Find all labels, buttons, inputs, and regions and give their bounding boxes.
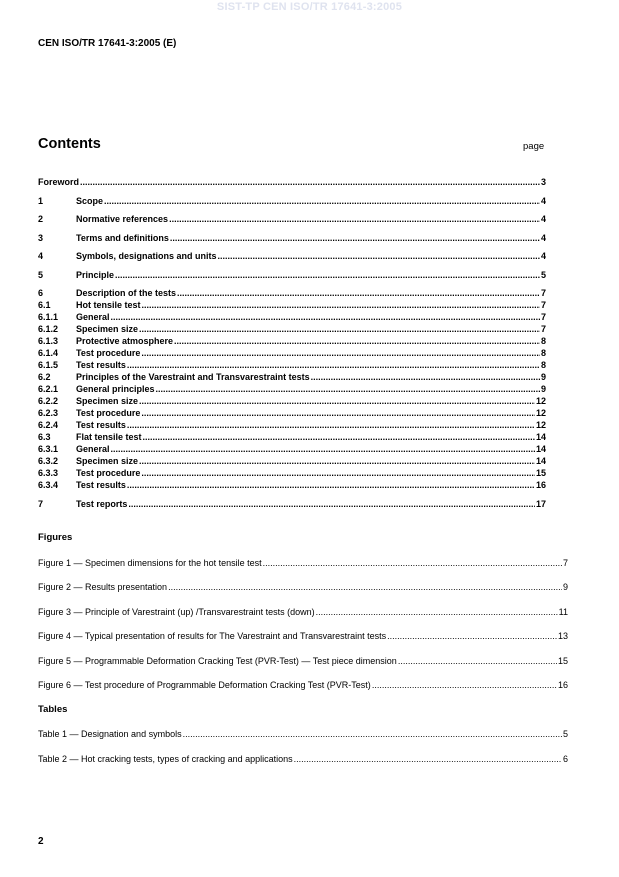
figure-page: 16 [557, 680, 568, 690]
toc-entry[interactable] [38, 195, 546, 207]
leader-dots [111, 311, 540, 323]
toc-page: 9 [540, 372, 546, 382]
figure-title: Figure 5 — Programmable Deformation Cracking Test (PVR-Test) — Test piece dimension [38, 656, 397, 666]
figure-entry[interactable] [38, 679, 568, 691]
toc-entry[interactable] [38, 407, 546, 419]
toc-number: 6.2 [38, 372, 51, 382]
leader-dots [115, 269, 540, 281]
leader-dots [311, 371, 540, 383]
toc-page: 8 [540, 348, 546, 358]
toc-entry[interactable] [38, 311, 546, 323]
leader-dots [80, 176, 540, 188]
leader-dots [156, 383, 540, 395]
toc-title: Test results [76, 420, 126, 430]
toc-title: Specimen size [76, 456, 139, 466]
toc-title: Test procedure [76, 408, 141, 418]
toc-entry[interactable] [38, 431, 546, 443]
figure-title: Figure 1 — Specimen dimensions for the hot tensile test [38, 558, 262, 568]
leader-dots [143, 431, 535, 443]
toc-page: 15 [535, 468, 546, 478]
toc-number: 1 [38, 195, 44, 206]
toc-page: 12 [535, 408, 546, 418]
figure-page: 9 [562, 582, 568, 592]
toc-number: 6.1.4 [38, 348, 59, 358]
leader-dots [372, 679, 557, 691]
toc-entry[interactable] [38, 359, 546, 371]
toc-number: 6.3.2 [38, 456, 59, 466]
toc-entry[interactable] [38, 371, 546, 383]
toc-page: 14 [535, 432, 546, 442]
watermark: SIST-TP CEN ISO/TR 17641-3:2005 [216, 1, 403, 13]
toc-title: Test results [76, 480, 126, 490]
toc-number: 6.1.5 [38, 360, 59, 370]
toc-page: 7 [540, 312, 546, 322]
toc-number: 6.1 [38, 300, 51, 310]
leader-dots [177, 287, 540, 299]
toc-page: 7 [540, 300, 546, 310]
figure-title: Figure 3 — Principle of Varestraint (up) /Transvarestraint tests (down) [38, 607, 315, 617]
toc-title: General [76, 444, 110, 454]
toc-entry[interactable] [38, 287, 546, 299]
toc-entry[interactable] [38, 323, 546, 335]
toc-entry[interactable] [38, 455, 546, 467]
leader-dots [141, 407, 535, 419]
leader-dots [127, 359, 540, 371]
figure-page: 11 [558, 607, 568, 617]
page-number: 2 [38, 836, 44, 847]
toc-entry[interactable] [38, 299, 546, 311]
toc-number: 6.3 [38, 432, 51, 442]
toc-title: Scope [76, 195, 104, 206]
table-title: Table 2 — Hot cracking tests, types of cracking and applications [38, 754, 293, 764]
leader-dots [169, 213, 540, 225]
toc-page: 3 [540, 177, 546, 187]
toc-entry[interactable] [38, 269, 546, 281]
toc-entry[interactable] [38, 419, 546, 431]
leader-dots [128, 498, 535, 510]
document-id: CEN ISO/TR 17641-3:2005 (E) [38, 38, 177, 49]
toc-number: 6.2.2 [38, 396, 59, 406]
toc-number: 2 [38, 214, 44, 224]
toc-page: 4 [540, 214, 546, 224]
leader-dots [141, 467, 535, 479]
toc-number: 6.1.3 [38, 336, 59, 346]
leader-dots [174, 335, 540, 347]
toc-page: 12 [535, 396, 546, 406]
toc-entry[interactable] [38, 383, 546, 395]
toc-title: Symbols, designations and units [76, 251, 217, 261]
toc-number: 6.3.3 [38, 468, 59, 478]
toc-page: 4 [540, 195, 546, 206]
toc-entry[interactable] [38, 232, 546, 244]
figure-entry[interactable] [38, 606, 568, 618]
figure-title: Figure 2 — Results presentation [38, 582, 168, 592]
leader-dots [127, 479, 535, 491]
figure-page: 7 [562, 558, 568, 568]
toc-entry[interactable] [38, 479, 546, 491]
leader-dots [139, 323, 540, 335]
leader-dots [139, 395, 535, 407]
toc-title: Foreword [38, 177, 80, 187]
toc-number: 6.1.2 [38, 324, 59, 334]
leader-dots [111, 443, 535, 455]
table-of-contents [38, 176, 546, 510]
figure-title: Figure 6 — Test procedure of Programmable Deformation Cracking Test (PVR-Test) [38, 680, 371, 690]
toc-page: 12 [535, 420, 546, 430]
leader-dots [139, 455, 535, 467]
toc-number: 6 [38, 288, 44, 298]
table-entry[interactable] [38, 753, 568, 765]
toc-page: 9 [540, 384, 546, 394]
toc-page: 14 [535, 456, 546, 466]
leader-dots [127, 419, 535, 431]
toc-number: 3 [38, 232, 44, 243]
toc-page: 7 [540, 324, 546, 334]
toc-title: Normative references [76, 214, 169, 224]
figure-entry[interactable] [38, 630, 568, 642]
toc-number: 6.2.1 [38, 384, 59, 394]
figure-entry[interactable] [38, 655, 568, 667]
leader-dots [294, 753, 562, 765]
toc-title: Test procedure [76, 468, 141, 478]
toc-entry[interactable] [38, 395, 546, 407]
toc-page: 4 [540, 232, 546, 243]
toc-page: 16 [535, 480, 546, 490]
contents-title: Contents [38, 136, 101, 152]
leader-dots [398, 655, 557, 667]
toc-title: Test procedure [76, 348, 141, 358]
table-entry[interactable] [38, 728, 568, 740]
toc-page: 14 [535, 444, 546, 454]
toc-number: 5 [38, 269, 44, 280]
toc-title: General [76, 312, 110, 322]
figure-page: 15 [557, 656, 568, 666]
toc-entry[interactable] [38, 467, 546, 479]
page-column-label: page [523, 141, 545, 152]
leader-dots [168, 581, 562, 593]
toc-entry[interactable] [38, 335, 546, 347]
toc-page: 4 [540, 251, 546, 261]
leader-dots [104, 195, 540, 207]
toc-page: 5 [540, 269, 546, 280]
table-page: 5 [562, 729, 568, 739]
toc-page: 17 [535, 498, 546, 509]
toc-page: 8 [540, 360, 546, 370]
leader-dots [316, 606, 558, 618]
figure-entry[interactable] [38, 557, 568, 569]
toc-title: Test reports [76, 498, 128, 509]
toc-title: Description of the tests [76, 288, 177, 298]
toc-number: 7 [38, 498, 44, 509]
table-title: Table 1 — Designation and symbols [38, 729, 182, 739]
table-page: 6 [562, 754, 568, 764]
figures-heading: Figures [38, 532, 73, 543]
figure-entry[interactable] [38, 581, 568, 593]
leader-dots [218, 250, 540, 262]
toc-page: 8 [540, 336, 546, 346]
toc-title: Principle [76, 269, 115, 280]
toc-page: 7 [540, 288, 546, 298]
toc-entry[interactable] [38, 250, 546, 262]
toc-title: General principles [76, 384, 155, 394]
toc-title: Flat tensile test [76, 432, 142, 442]
toc-title: Terms and definitions [76, 232, 169, 243]
toc-title: Test results [76, 360, 126, 370]
leader-dots [387, 630, 557, 642]
figure-page: 13 [557, 631, 568, 641]
toc-title: Specimen size [76, 396, 139, 406]
toc-number: 6.1.1 [38, 312, 59, 322]
leader-dots [263, 557, 562, 569]
toc-title: Hot tensile test [76, 300, 141, 310]
toc-number: 6.2.3 [38, 408, 59, 418]
toc-number: 6.3.1 [38, 444, 59, 454]
leader-dots [142, 299, 540, 311]
toc-entry[interactable] [38, 176, 546, 188]
toc-entry[interactable] [38, 347, 546, 359]
toc-number: 6.2.4 [38, 420, 59, 430]
toc-number: 4 [38, 251, 44, 261]
figure-title: Figure 4 — Typical presentation of results for The Varestraint and Transvarestraint tests [38, 631, 387, 641]
toc-title: Specimen size [76, 324, 139, 334]
toc-entry[interactable] [38, 498, 546, 510]
toc-title: Principles of the Varestraint and Transvarestraint tests [76, 372, 310, 382]
leader-dots [141, 347, 540, 359]
tables-heading: Tables [38, 704, 68, 715]
toc-number: 6.3.4 [38, 480, 59, 490]
toc-entry[interactable] [38, 443, 546, 455]
toc-entry[interactable] [38, 213, 546, 225]
toc-title: Protective atmosphere [76, 336, 174, 346]
leader-dots [170, 232, 540, 244]
leader-dots [183, 728, 562, 740]
